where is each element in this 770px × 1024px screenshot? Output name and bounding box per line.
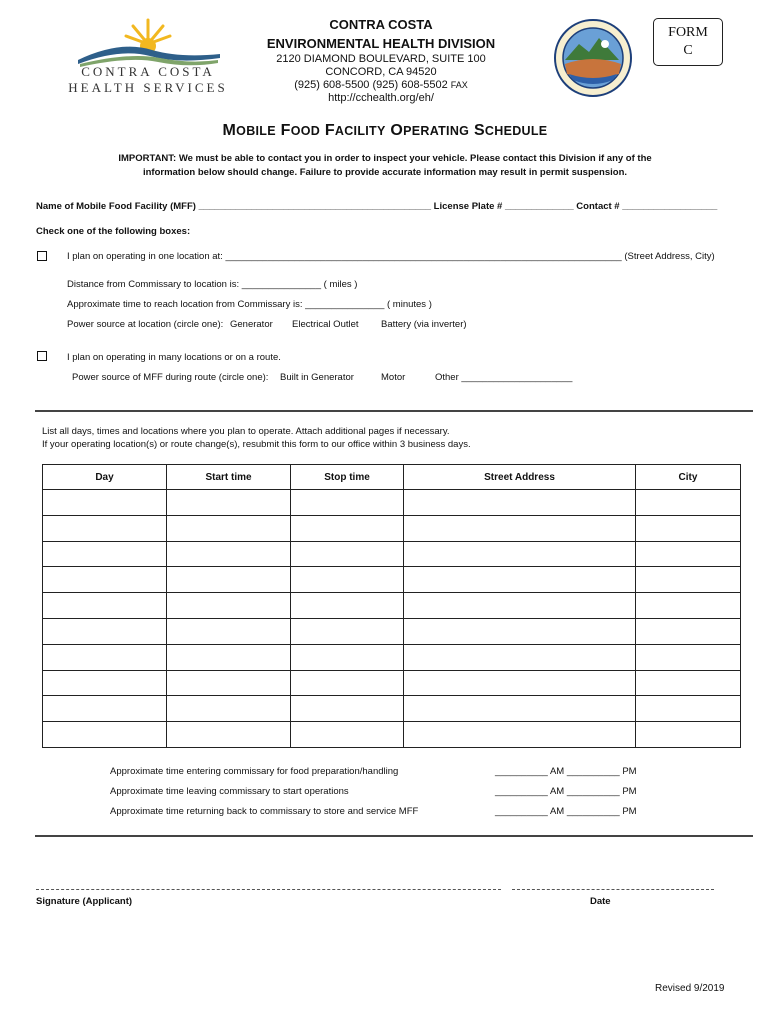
street-address-cell[interactable]	[404, 490, 636, 516]
street-address-cell[interactable]	[404, 696, 636, 722]
contra-costa-health-services-logo	[60, 14, 235, 99]
one-location-checkbox[interactable]	[37, 251, 47, 261]
start-time-cell[interactable]	[167, 644, 291, 670]
day-cell[interactable]	[43, 490, 167, 516]
table-row	[43, 722, 741, 748]
route-power-label: Power source of MFF during route (circle one):	[72, 372, 269, 383]
commissary-leaving-label: Approximate time leaving commissary to start operations	[110, 786, 349, 797]
start-time-cell[interactable]	[167, 722, 291, 748]
start-time-cell[interactable]	[167, 490, 291, 516]
agency-name-line2: ENVIRONMENTAL HEALTH DIVISION	[266, 36, 496, 51]
important-line1: IMPORTANT: We must be able to contact you in order to inspect your vehicle. Please contact this Division if any of the	[118, 153, 652, 164]
stop-time-cell[interactable]	[291, 541, 404, 567]
signature-label: Signature (Applicant)	[36, 896, 133, 907]
route-power-motor[interactable]: Motor	[381, 372, 406, 383]
form-letter: C	[683, 43, 693, 58]
date-field[interactable]	[512, 889, 714, 890]
day-cell[interactable]	[43, 644, 167, 670]
stop-time-cell[interactable]	[291, 618, 404, 644]
city-cell[interactable]	[636, 515, 741, 541]
street-address-cell[interactable]	[404, 515, 636, 541]
signature-field[interactable]	[36, 889, 501, 890]
operating-schedule-table	[42, 464, 741, 748]
column-header-street-address: Street Address	[404, 465, 636, 490]
day-cell[interactable]	[43, 593, 167, 619]
page-title: MOBILE FOOD FACILITY OPERATING SCHEDULE	[222, 122, 548, 139]
start-time-cell[interactable]	[167, 515, 291, 541]
agency-name-line1: CONTRA COSTA	[329, 17, 433, 32]
column-header-city: City	[636, 465, 741, 490]
mff-name-field[interactable]: ____________________________________________	[198, 201, 432, 212]
stop-time-cell[interactable]	[291, 515, 404, 541]
table-row	[43, 593, 741, 619]
city-cell[interactable]	[636, 593, 741, 619]
city-cell[interactable]	[636, 722, 741, 748]
start-time-cell[interactable]	[167, 567, 291, 593]
stop-time-cell[interactable]	[291, 722, 404, 748]
revision-date: Revised 9/2019	[655, 983, 725, 994]
city-cell[interactable]	[636, 618, 741, 644]
table-row	[43, 644, 741, 670]
day-cell[interactable]	[43, 541, 167, 567]
power-option-battery[interactable]: Battery (via inverter)	[381, 319, 467, 330]
street-address-hint: (Street Address, City)	[621, 251, 715, 262]
one-location-label: I plan on operating in one location at:	[67, 251, 226, 262]
street-address-cell[interactable]	[404, 541, 636, 567]
column-header-start-time: Start time	[167, 465, 291, 490]
travel-time-field[interactable]: Approximate time to reach location from Commissary is: _______________ ( minutes )	[67, 299, 432, 310]
phone-numbers: (925) 608-5500 (925) 608-5502	[294, 79, 448, 91]
table-row	[43, 696, 741, 722]
fax-label: FAX	[450, 80, 468, 90]
day-cell[interactable]	[43, 567, 167, 593]
street-address-cell[interactable]	[404, 670, 636, 696]
stop-time-cell[interactable]	[291, 490, 404, 516]
instructions-line2: If your operating location(s) or route change(s), resubmit this form to our office within 3 business days.	[42, 439, 471, 450]
column-header-day: Day	[43, 465, 167, 490]
power-option-generator[interactable]: Generator	[230, 319, 273, 330]
important-notice	[60, 152, 710, 180]
license-plate-field[interactable]: _____________	[504, 201, 574, 212]
important-line2: information below should change. Failure to provide accurate information may result in permit suspension.	[142, 167, 628, 178]
route-power-built-in-generator[interactable]: Built in Generator	[280, 372, 354, 383]
city-cell[interactable]	[636, 541, 741, 567]
website-link[interactable]: http://cchealth.org/eh/	[328, 92, 434, 104]
form-c-box	[653, 18, 723, 66]
one-location-address-field[interactable]: ___________________________________________________________________________	[225, 251, 622, 262]
street-address-cell[interactable]	[404, 722, 636, 748]
logo-text-line2: HEALTH SERVICES	[68, 80, 228, 95]
table-header-row	[43, 465, 741, 490]
street-address-cell[interactable]	[404, 618, 636, 644]
returning-time-field[interactable]: __________ AM __________ PM	[495, 806, 637, 817]
stop-time-cell[interactable]	[291, 644, 404, 670]
day-cell[interactable]	[43, 618, 167, 644]
city-cell[interactable]	[636, 644, 741, 670]
table-row	[43, 541, 741, 567]
commissary-entering-label: Approximate time entering commissary for food preparation/handling	[110, 766, 399, 777]
start-time-cell[interactable]	[167, 670, 291, 696]
city-cell[interactable]	[636, 490, 741, 516]
section-divider-2	[35, 835, 753, 837]
power-source-label: Power source at location (circle one):	[67, 319, 224, 330]
city-cell[interactable]	[636, 670, 741, 696]
table-row	[43, 490, 741, 516]
address-line2: CONCORD, CA 94520	[325, 66, 437, 78]
distance-field[interactable]: Distance from Commissary to location is: _______________ ( miles )	[67, 279, 358, 290]
day-cell[interactable]	[43, 515, 167, 541]
entering-time-field[interactable]: __________ AM __________ PM	[495, 766, 637, 777]
commissary-returning-label: Approximate time returning back to commissary to store and service MFF	[110, 806, 419, 817]
table-row	[43, 670, 741, 696]
logo-text-line1: CONTRA COSTA	[81, 64, 215, 79]
route-power-other-field[interactable]: Other _____________________	[435, 372, 573, 383]
start-time-cell[interactable]	[167, 618, 291, 644]
street-address-cell[interactable]	[404, 567, 636, 593]
table-row	[43, 567, 741, 593]
facility-info-row	[36, 201, 717, 212]
instructions-line1: List all days, times and locations where you plan to operate. Attach additional pages if necessary.	[42, 426, 450, 437]
stop-time-cell[interactable]	[291, 670, 404, 696]
license-plate-label: License Plate #	[431, 201, 505, 212]
mff-name-label: Name of Mobile Food Facility (MFF)	[36, 201, 199, 212]
contact-field[interactable]: __________________	[622, 201, 718, 212]
form-label: FORM	[668, 25, 708, 40]
stop-time-cell[interactable]	[291, 696, 404, 722]
section-divider	[35, 410, 753, 412]
start-time-cell[interactable]	[167, 696, 291, 722]
one-location-row	[67, 251, 715, 262]
day-cell[interactable]	[43, 722, 167, 748]
county-seal-icon	[553, 18, 633, 98]
date-label: Date	[590, 896, 611, 907]
many-locations-label: I plan on operating in many locations or on a route.	[67, 352, 281, 363]
start-time-cell[interactable]	[167, 541, 291, 567]
city-cell[interactable]	[636, 567, 741, 593]
table-row	[43, 618, 741, 644]
contact-label: Contact #	[573, 201, 623, 212]
street-address-cell[interactable]	[404, 644, 636, 670]
address-line1: 2120 DIAMOND BOULEVARD, SUITE 100	[276, 53, 486, 65]
start-time-cell[interactable]	[167, 593, 291, 619]
street-address-cell[interactable]	[404, 593, 636, 619]
leaving-time-field[interactable]: __________ AM __________ PM	[495, 786, 637, 797]
city-cell[interactable]	[636, 696, 741, 722]
stop-time-cell[interactable]	[291, 567, 404, 593]
many-locations-checkbox[interactable]	[37, 351, 47, 361]
day-cell[interactable]	[43, 670, 167, 696]
day-cell[interactable]	[43, 696, 167, 722]
check-one-heading: Check one of the following boxes:	[36, 226, 191, 237]
table-row	[43, 515, 741, 541]
stop-time-cell[interactable]	[291, 593, 404, 619]
column-header-stop-time: Stop time	[291, 465, 404, 490]
phone-line	[250, 79, 512, 91]
power-option-electrical-outlet[interactable]: Electrical Outlet	[292, 319, 359, 330]
